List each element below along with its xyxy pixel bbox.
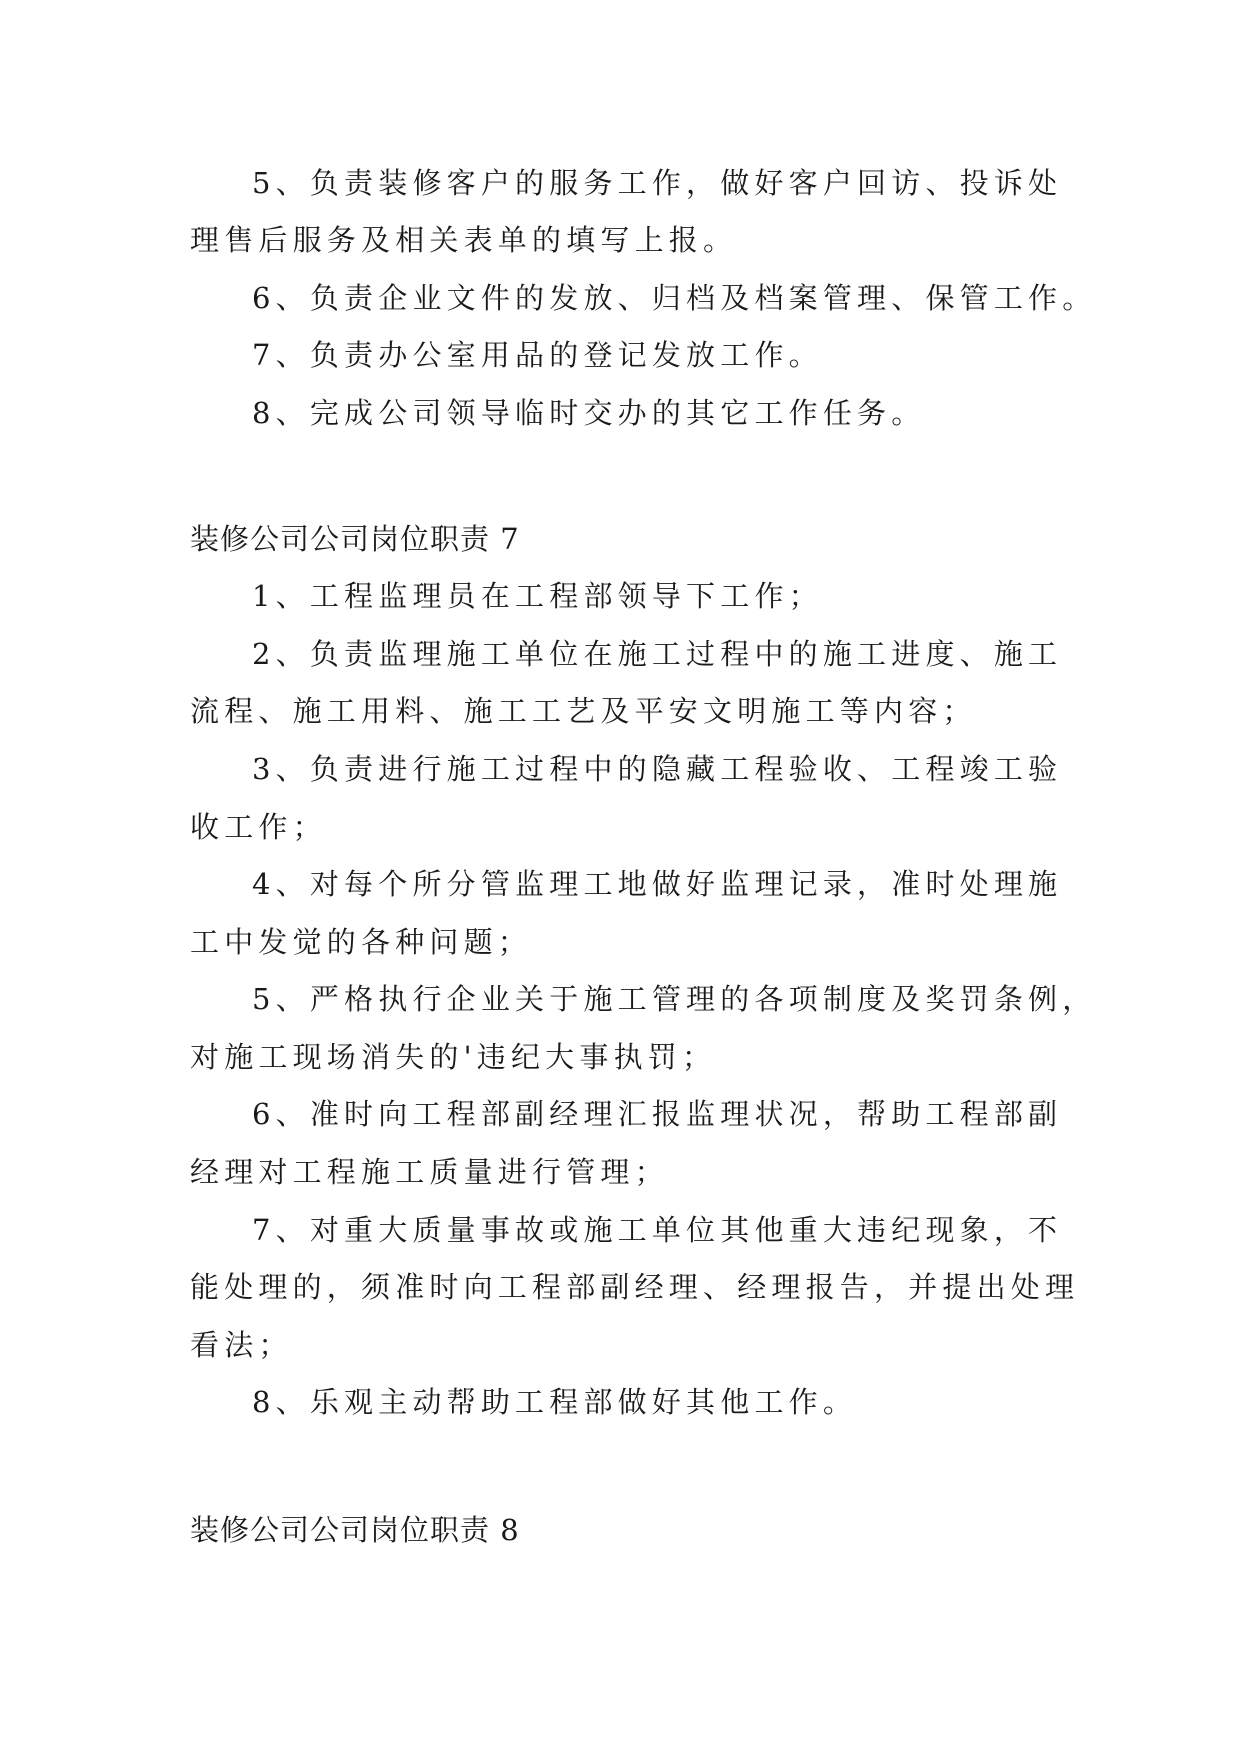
paragraph-line: 3、负责进行施工过程中的隐藏工程验收、工程竣工验 xyxy=(252,752,1063,786)
paragraph-line: 1、工程监理员在工程部领导下工作； xyxy=(252,579,823,613)
paragraph-line: 4、对每个所分管监理工地做好监理记录，准时处理施 xyxy=(252,867,1063,901)
paragraph-line: 7、负责办公室用品的登记发放工作。 xyxy=(252,338,823,372)
paragraph-line: 工中发觉的各种问题； xyxy=(190,925,533,959)
paragraph-line: 对施工现场消失的'违纪大事执罚； xyxy=(190,1040,717,1074)
paragraph-line: 看法； xyxy=(190,1328,293,1362)
section-heading: 装修公司公司岗位职责 8 xyxy=(190,1513,520,1547)
paragraph-line: 2、负责监理施工单位在施工过程中的施工进度、施工 xyxy=(252,637,1063,671)
paragraph-line: 6、准时向工程部副经理汇报监理状况，帮助工程部副 xyxy=(252,1097,1063,1131)
paragraph-line: 流程、施工用料、施工工艺及平安文明施工等内容； xyxy=(190,694,977,728)
section-heading: 装修公司公司岗位职责 7 xyxy=(190,522,520,556)
paragraph-line: 理售后服务及相关表单的填写上报。 xyxy=(190,223,738,257)
paragraph-line: 5、负责装修客户的服务工作，做好客户回访、投诉处 xyxy=(252,166,1063,200)
paragraph-line: 5、严格执行企业关于施工管理的各项制度及奖罚条例， xyxy=(252,982,1097,1016)
paragraph-line: 经理对工程施工质量进行管理； xyxy=(190,1155,669,1189)
paragraph-line: 8、乐观主动帮助工程部做好其他工作。 xyxy=(252,1385,858,1419)
paragraph-line: 6、负责企业文件的发放、归档及档案管理、保管工作。 xyxy=(252,281,1097,315)
paragraph-line: 7、对重大质量事故或施工单位其他重大违纪现象，不 xyxy=(252,1213,1063,1247)
paragraph-line: 能处理的，须准时向工程部副经理、经理报告，并提出处理 xyxy=(190,1270,1080,1304)
paragraph-line: 收工作； xyxy=(190,810,327,844)
paragraph-line: 8、完成公司领导临时交办的其它工作任务。 xyxy=(252,396,926,430)
